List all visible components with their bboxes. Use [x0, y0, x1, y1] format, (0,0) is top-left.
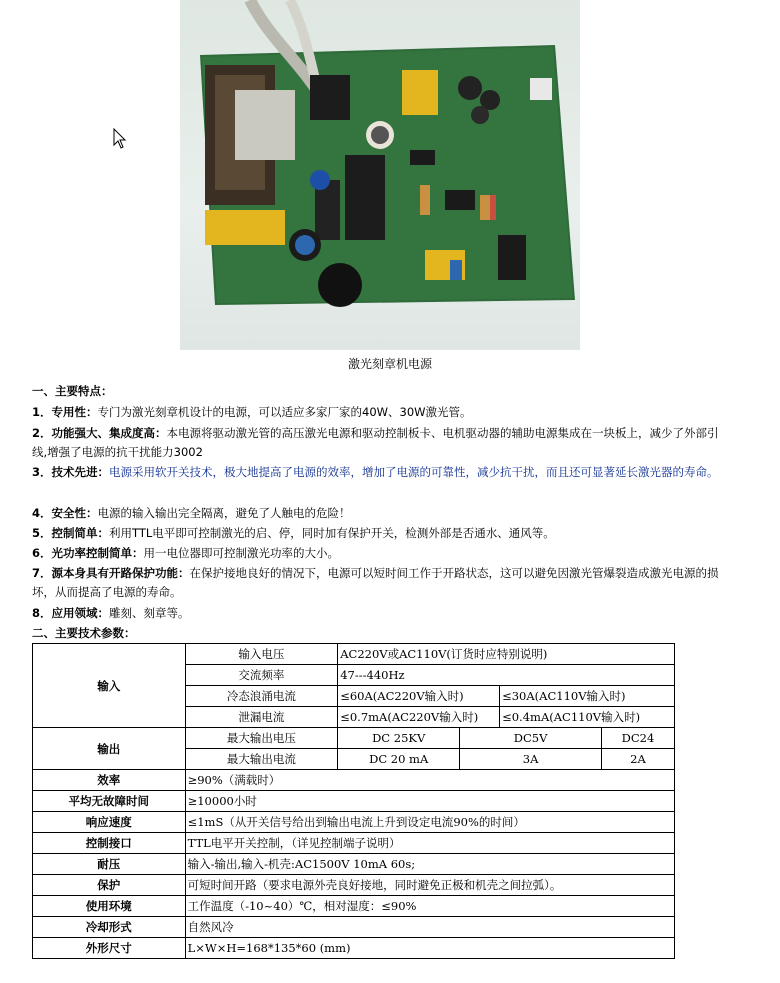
row-value: ≥10000小时: [185, 791, 674, 812]
row-value: 可短时间开路（要求电源外壳良好接地，同时避免正极和机壳之间拉弧）。: [185, 875, 674, 896]
inrush-label: 冷态浪涌电流: [185, 686, 338, 707]
input-label: 输入: [33, 644, 186, 728]
row-label: 平均无故障时间: [33, 791, 186, 812]
max-voltage-24v: DC24: [601, 728, 674, 749]
table-row: [33, 875, 675, 896]
pcb-board-illustration: [180, 0, 580, 350]
feature-item: 5．控制简单：利用TTL电平即可控制激光的启、停，同时加有保护开关，检测外部是否通水、通风等。: [32, 526, 555, 540]
row-label: 耐压: [33, 854, 186, 875]
leak-110: ≤0.4mA(AC110V输入时): [500, 707, 675, 728]
freq-label: 交流频率: [185, 665, 338, 686]
table-row: [33, 770, 675, 791]
row-label: 效率: [33, 770, 186, 791]
photo-caption: 激光刻章机电源: [347, 357, 432, 371]
max-voltage-5v: DC5V: [460, 728, 602, 749]
table-row: [33, 938, 675, 959]
row-label: 外形尺寸: [33, 938, 186, 959]
table-row: [33, 644, 675, 665]
row-value: TTL电平开关控制，（详见控制端子说明）: [185, 833, 674, 854]
inrush-220: ≤60A(AC220V输入时): [338, 686, 500, 707]
table-row: [33, 812, 675, 833]
leak-220: ≤0.7mA(AC220V输入时): [338, 707, 500, 728]
table-row: [33, 791, 675, 812]
table-row: [33, 833, 675, 854]
leak-label: 泄漏电流: [185, 707, 338, 728]
voltage-value: AC220V或AC110V(订货时应特别说明): [338, 644, 675, 665]
product-photo: [180, 0, 580, 350]
row-label: 控制接口: [33, 833, 186, 854]
feature-item: 4．安全性：电源的输入输出完全隔离，避免了人触电的危险！: [32, 506, 351, 520]
row-label: 使用环境: [33, 896, 186, 917]
row-value: 输入-输出,输入-机壳:AC1500V 10mA 60s;: [185, 854, 674, 875]
row-value: 自然风冷: [185, 917, 674, 938]
max-current-label: 最大输出电流: [185, 749, 338, 770]
max-current-5v: 3A: [460, 749, 602, 770]
table-row: [33, 896, 675, 917]
feature-item: 7．源本身具有开路保护功能：在保护接地良好的情况下，电源可以短时间工作于开路状态，这可以避免因激光管爆裂造成激光电源的损坏，从而提高了电源的寿命。: [32, 566, 719, 599]
row-value: L×W×H=168*135*60 (mm): [185, 938, 674, 959]
table-row: [33, 728, 675, 749]
row-label: 响应速度: [33, 812, 186, 833]
feature-item: 8．应用领域：雕刻、刻章等。: [32, 606, 190, 620]
row-value: ≤1mS（从开关信号给出到输出电流上升到设定电流90%的时间）: [185, 812, 674, 833]
feature-item: 2．功能强大、集成度高：本电源将驱动激光管的高压激光电源和驱动控制板卡、电机驱动器的辅助电源集成在一块板上，减少了外部引线,增强了电源的抗干扰能力3002: [32, 426, 719, 459]
row-value: ≥90%（满载时）: [185, 770, 674, 791]
max-current-hv: DC 20 mA: [338, 749, 460, 770]
feature-item: 6．光功率控制简单：用一电位器即可控制激光功率的大小。: [32, 546, 340, 560]
table-row: [33, 854, 675, 875]
max-voltage-label: 最大输出电压: [185, 728, 338, 749]
inrush-110: ≤30A(AC110V输入时): [500, 686, 675, 707]
max-current-24v: 2A: [601, 749, 674, 770]
voltage-label: 输入电压: [185, 644, 338, 665]
mouse-cursor-icon: [113, 128, 127, 150]
freq-value: 47---440Hz: [338, 665, 675, 686]
table-row: [33, 917, 675, 938]
feature-item: 1．专用性：专门为激光刻章机设计的电源，可以适应多家厂家的40W、30W激光管。: [32, 405, 472, 419]
output-label: 输出: [33, 728, 186, 770]
row-label: 冷却形式: [33, 917, 186, 938]
max-voltage-hv: DC 25KV: [338, 728, 460, 749]
section2-heading: 二、主要技术参数：: [32, 626, 136, 640]
feature-item: 3．技术先进：电源采用软开关技术，极大地提高了电源的效率，增加了电源的可靠性，减少抗干扰，而且还可显著延长激光器的寿命。: [32, 465, 719, 479]
row-value: 工作温度（-10~40）℃，相对湿度：≤90%: [185, 896, 674, 917]
spec-table: [32, 643, 675, 959]
row-label: 保护: [33, 875, 186, 896]
section1-heading: 一、主要特点：: [32, 384, 113, 398]
